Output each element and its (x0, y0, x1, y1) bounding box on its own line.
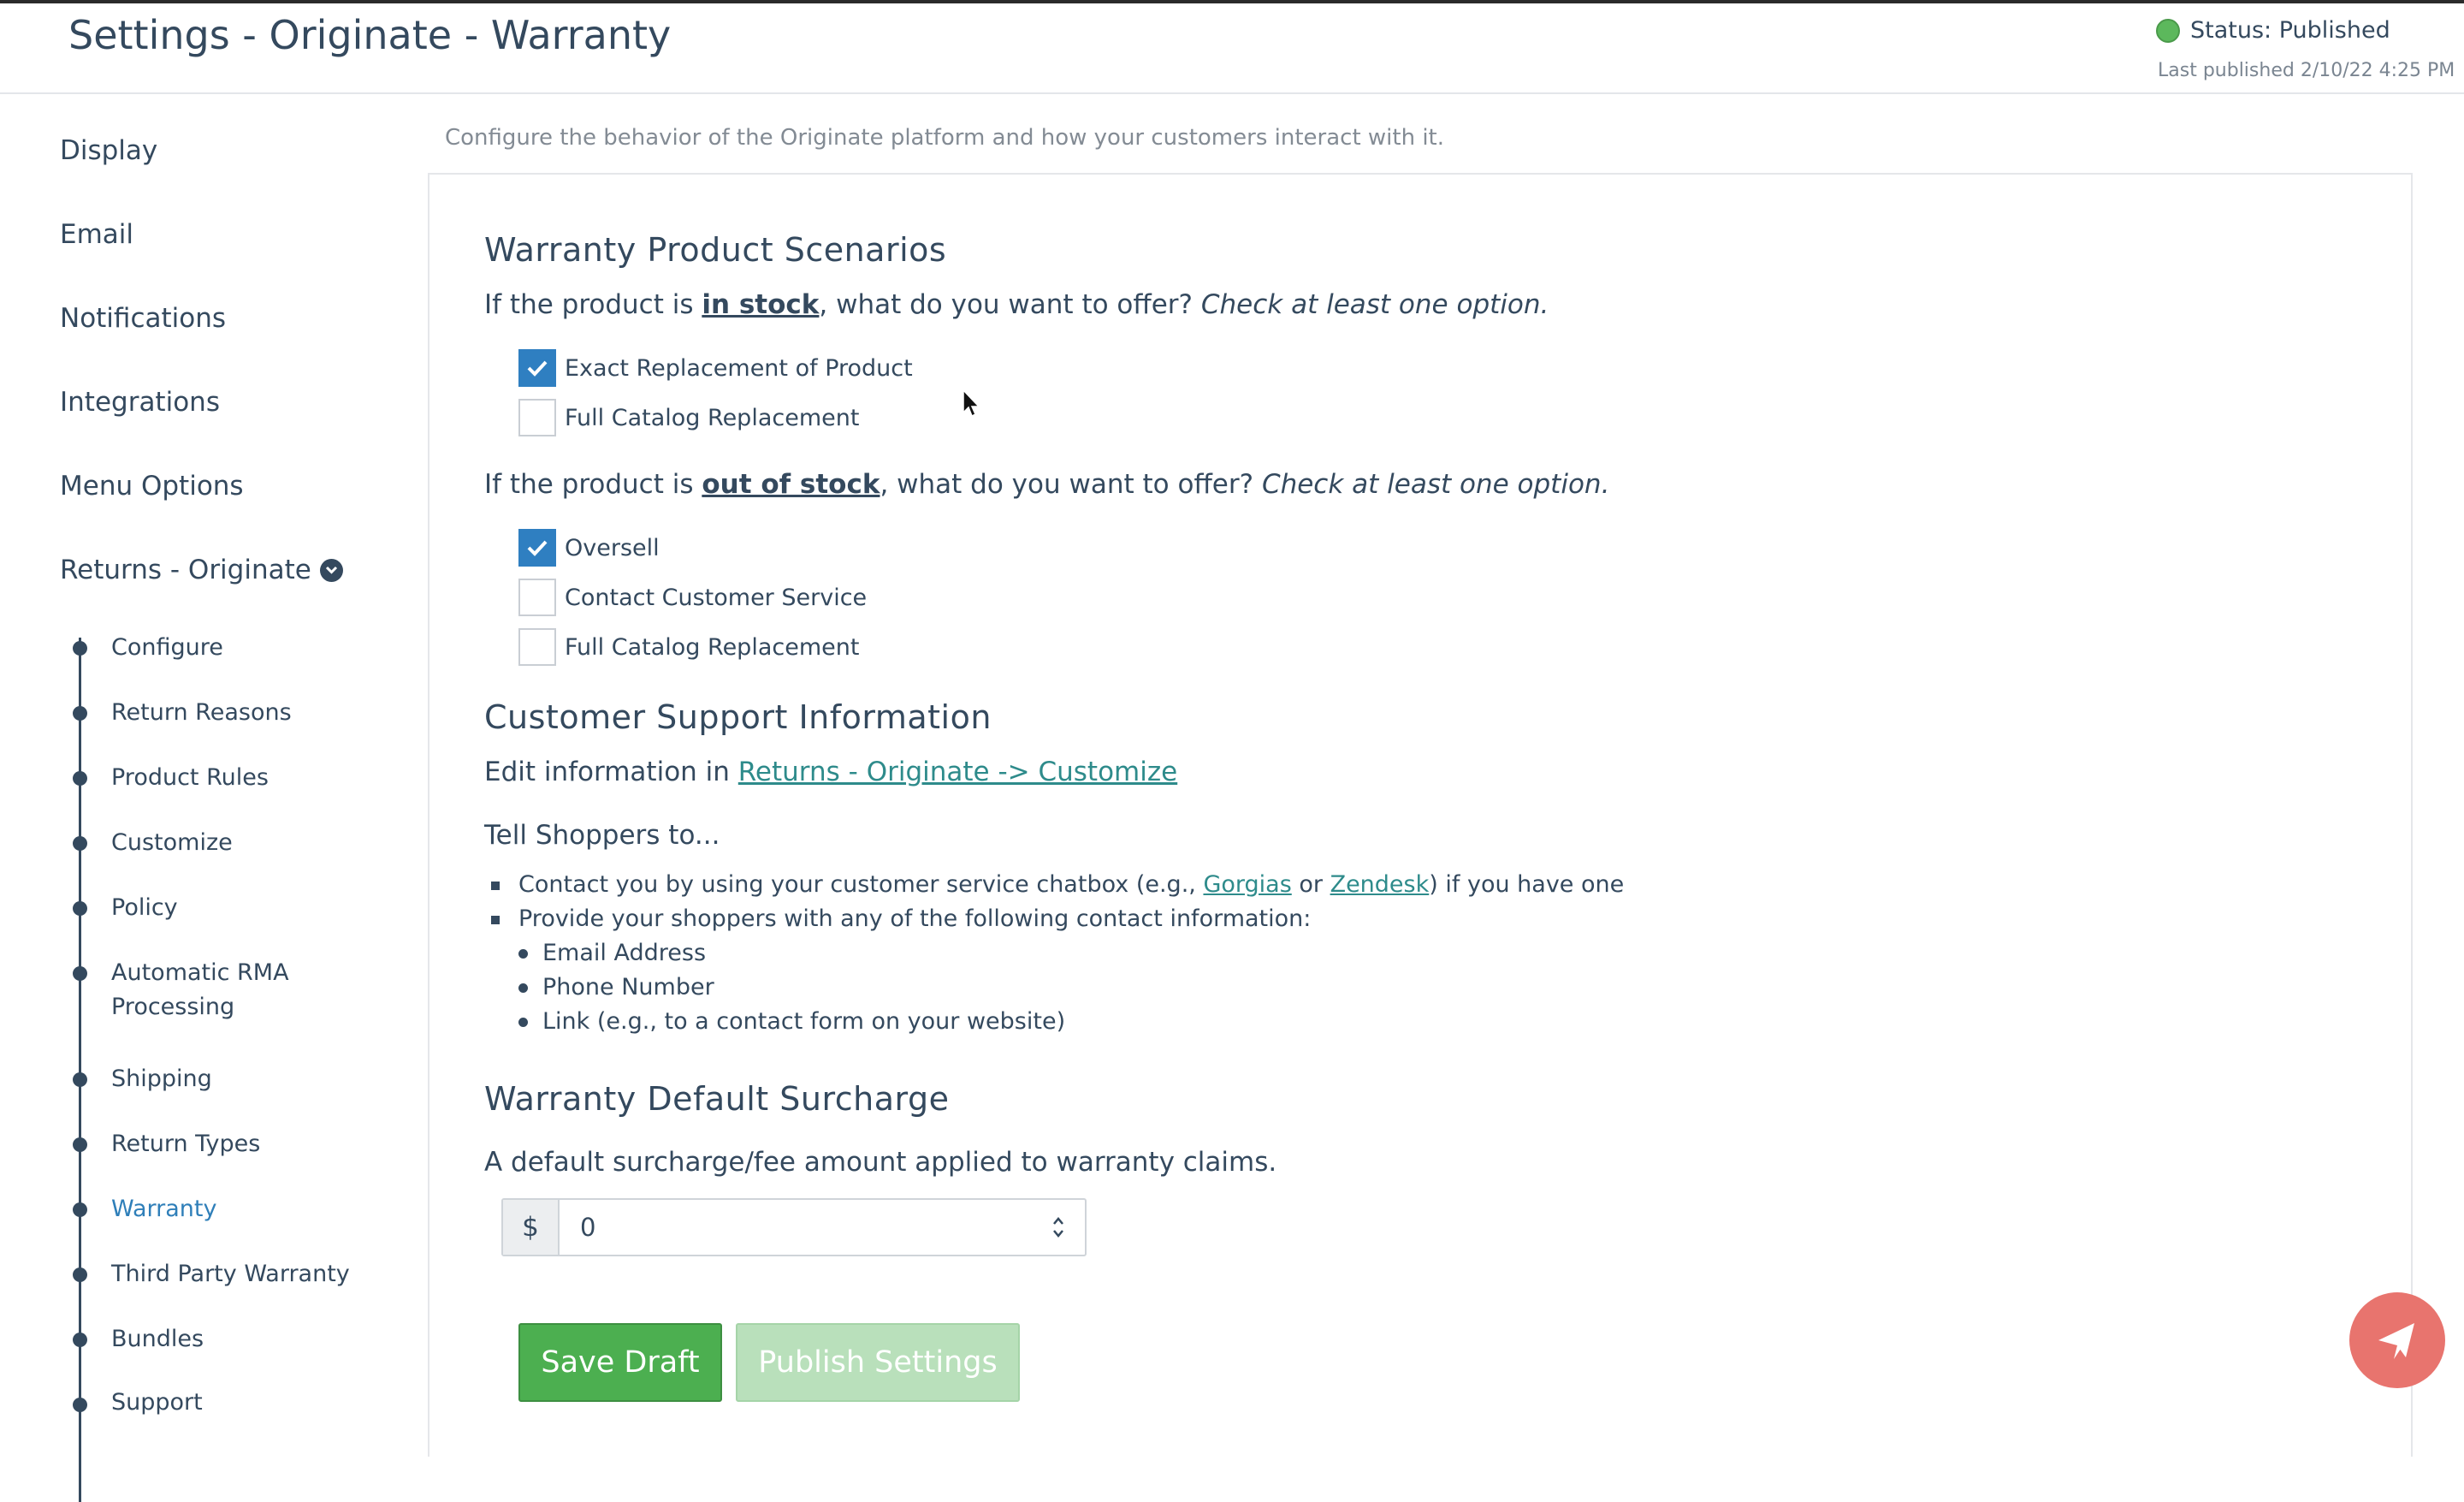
bullet-square (491, 882, 500, 890)
status-indicator (2156, 17, 2390, 44)
bullet-text: Provide your shoppers with any of the following contact information: (518, 905, 1312, 932)
subnav-item-return-reasons[interactable]: Return Reasons (111, 699, 292, 726)
bullet-text: or (1291, 871, 1330, 898)
question-text: , what do you want to offer? (819, 289, 1201, 320)
sidebar-item-label: Menu Options (60, 471, 244, 502)
option-label: Full Catalog Replacement (565, 633, 860, 661)
question-text: If the product is (484, 289, 702, 320)
subnav-item-automatic-rma-processing[interactable] (111, 956, 289, 1024)
subnav-dot (73, 1202, 87, 1217)
status-label: Status: Published (2190, 17, 2390, 44)
sidebar-item-email[interactable] (60, 219, 133, 250)
in-stock-question (484, 289, 1549, 320)
option-full-catalog-out-of-stock[interactable] (518, 628, 859, 666)
subnav-item-shipping[interactable]: Shipping (111, 1066, 212, 1092)
surcharge-description: A default surcharge/fee amount applied to warranty claims. (484, 1147, 1277, 1178)
bullet-text: Link (e.g., to a contact form on your website) (542, 1008, 1066, 1035)
subnav-dot (73, 771, 87, 786)
surcharge-input-group (501, 1198, 1087, 1256)
list-item (491, 936, 1624, 971)
save-draft-button[interactable]: Save Draft (518, 1323, 722, 1402)
sidebar-item-label: Returns - Originate (60, 555, 311, 585)
checkbox-checked[interactable] (518, 529, 556, 567)
list-item (491, 902, 1624, 936)
sidebar-item-returns-originate[interactable] (60, 555, 343, 585)
option-label: Oversell (565, 534, 660, 561)
bullet-text: Email Address (542, 940, 707, 966)
option-full-catalog-in-stock[interactable] (518, 399, 859, 436)
page-title: Settings - Originate - Warranty (68, 12, 672, 58)
support-edit-line (484, 757, 1177, 787)
bullet-text: ) if you have one (1429, 871, 1625, 898)
megaphone-icon (2372, 1315, 2423, 1366)
status-dot-icon (2156, 19, 2180, 43)
checkbox-unchecked[interactable] (518, 399, 556, 436)
sidebar-item-label: Email (60, 219, 134, 250)
gorgias-link[interactable]: Gorgias (1203, 871, 1292, 898)
bullet-text: Phone Number (542, 974, 714, 1000)
sidebar-item-label: Display (60, 135, 158, 166)
page-intro: Configure the behavior of the Originate platform and how your customers interact with it. (445, 125, 1445, 151)
subnav-dot (73, 1137, 87, 1152)
spinner-icon[interactable] (1051, 1212, 1066, 1243)
question-keyword: out of stock (702, 469, 880, 500)
subnav-dot (73, 1072, 87, 1087)
subnav-item-configure[interactable]: Configure (111, 634, 223, 661)
subnav-item-policy[interactable]: Policy (111, 894, 178, 921)
sidebar (0, 94, 411, 1416)
currency-addon: $ (503, 1200, 560, 1255)
scenarios-heading: Warranty Product Scenarios (484, 231, 947, 269)
surcharge-value: 0 (580, 1213, 596, 1242)
subnav-dot (73, 1333, 87, 1347)
publish-settings-button[interactable]: Publish Settings (736, 1323, 1020, 1402)
subnav-label-line1: Automatic RMA (111, 959, 289, 986)
checkbox-checked[interactable] (518, 349, 556, 387)
sidebar-item-menu-options[interactable] (60, 471, 244, 502)
option-contact-customer-service[interactable] (518, 579, 867, 616)
subnav-item-return-types[interactable]: Return Types (111, 1131, 261, 1157)
subnav-label-line2: Processing (111, 994, 235, 1020)
edit-text: Edit information in (484, 757, 738, 787)
subnav-item-support[interactable]: Support (111, 1389, 203, 1416)
support-bullets (491, 868, 1624, 1039)
question-hint: Check at least one option. (1261, 469, 1610, 500)
question-text: , what do you want to offer? (880, 469, 1262, 500)
option-label: Full Catalog Replacement (565, 404, 860, 431)
option-oversell[interactable] (518, 529, 660, 567)
subnav-item-customize[interactable]: Customize (111, 829, 233, 856)
subnav-dot (73, 1398, 87, 1412)
bullet-dot (518, 949, 528, 959)
option-exact-replacement[interactable] (518, 349, 913, 387)
zendesk-link[interactable]: Zendesk (1330, 871, 1430, 898)
tell-shoppers-label: Tell Shoppers to... (484, 820, 720, 851)
question-text: If the product is (484, 469, 702, 500)
sidebar-item-notifications[interactable] (60, 303, 226, 334)
chat-launcher-button[interactable] (2349, 1292, 2445, 1388)
subnav-item-third-party-warranty[interactable]: Third Party Warranty (111, 1261, 350, 1287)
subnav-dot (73, 1267, 87, 1282)
subnav-item-product-rules[interactable]: Product Rules (111, 764, 269, 791)
sidebar-item-label: Integrations (60, 387, 220, 418)
list-item (491, 1005, 1624, 1039)
subnav-dot (73, 706, 87, 721)
question-hint: Check at least one option. (1200, 289, 1549, 320)
sidebar-item-integrations[interactable] (60, 387, 220, 418)
bullet-dot (518, 983, 528, 993)
subnav-item-bundles[interactable]: Bundles (111, 1326, 204, 1352)
bullet-dot (518, 1018, 528, 1027)
subnav-dot (73, 836, 87, 851)
checkbox-unchecked[interactable] (518, 579, 556, 616)
subnav-dot (73, 641, 87, 656)
subnav-item-warranty[interactable]: Warranty (111, 1196, 217, 1222)
surcharge-heading: Warranty Default Surcharge (484, 1080, 950, 1118)
out-of-stock-question (484, 469, 1609, 500)
subnav-dot (73, 966, 87, 981)
chevron-down-icon (320, 559, 343, 582)
support-heading: Customer Support Information (484, 698, 992, 736)
subnav-dot (73, 901, 87, 916)
bullet-square (491, 916, 500, 924)
surcharge-input[interactable] (560, 1200, 1085, 1255)
sidebar-item-label: Notifications (60, 303, 227, 334)
subnav-line (79, 638, 81, 1502)
customize-link[interactable]: Returns - Originate -> Customize (737, 757, 1178, 787)
page-header (0, 3, 2464, 94)
list-item (491, 971, 1624, 1005)
sidebar-item-display[interactable] (60, 135, 157, 166)
checkbox-unchecked[interactable] (518, 628, 556, 666)
last-published-timestamp: Last published 2/10/22 4:25 PM (2158, 60, 2455, 81)
question-keyword: in stock (702, 289, 820, 320)
mouse-cursor-icon (962, 389, 982, 419)
option-label: Exact Replacement of Product (565, 354, 913, 382)
bullet-text: Contact you by using your customer service chatbox (e.g., (518, 871, 1204, 898)
option-label: Contact Customer Service (565, 584, 868, 611)
list-item (491, 868, 1624, 902)
